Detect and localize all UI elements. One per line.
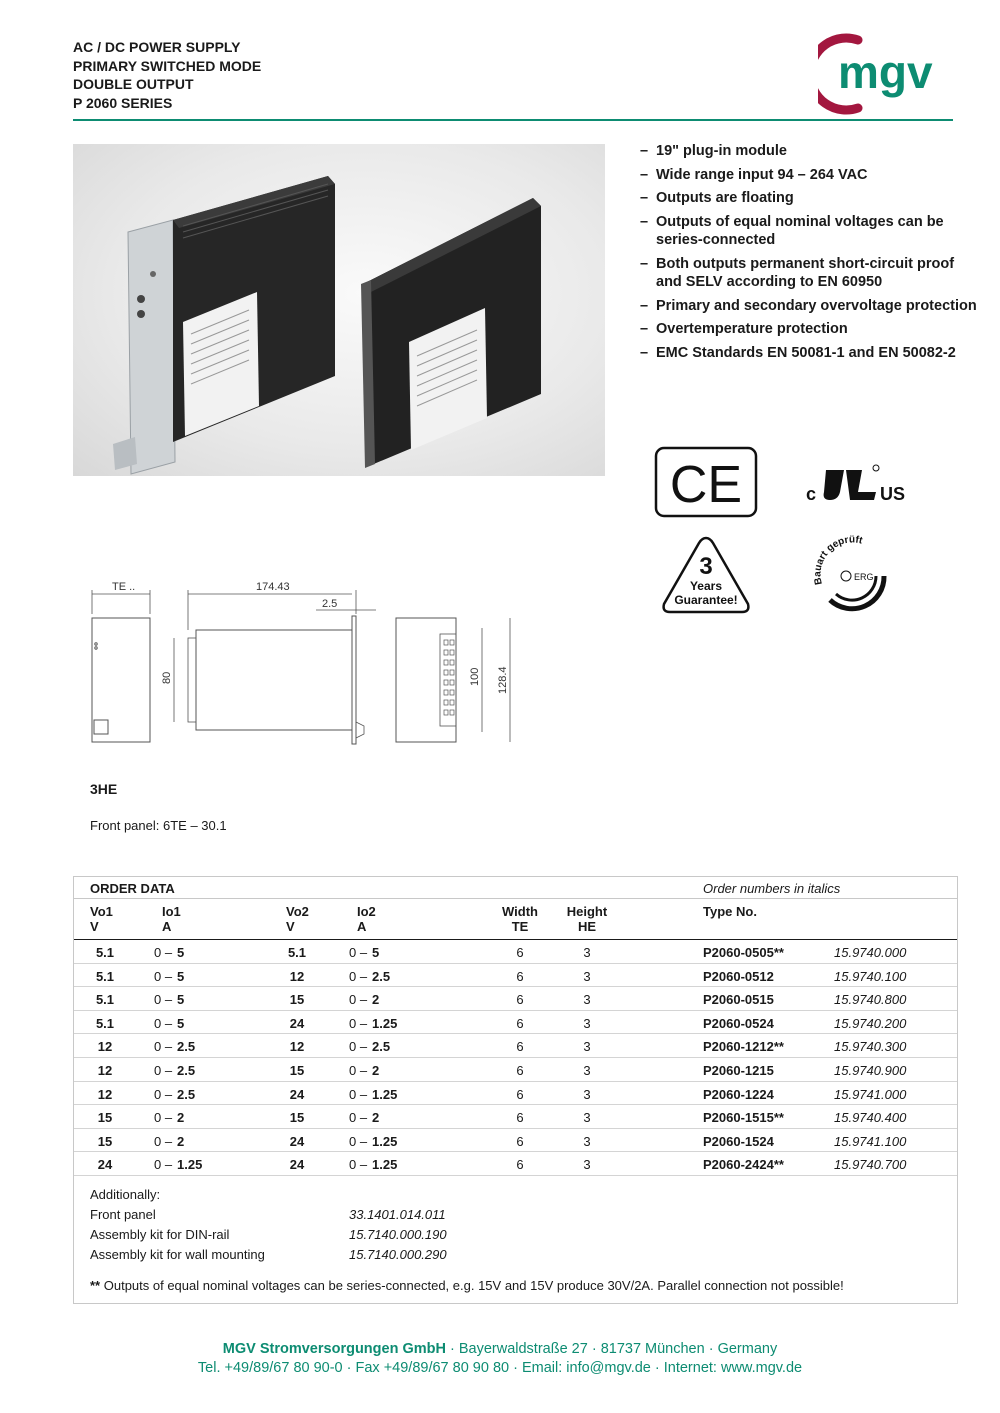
feature-item: – EMC Standards EN 50081-1 and EN 50082-2 <box>640 344 980 363</box>
cell-io2: 2.5 <box>372 968 391 984</box>
cell-he: 3 <box>583 1110 591 1126</box>
cell-io2: 1.25 <box>372 1086 398 1102</box>
te-dimension-label: TE .. <box>112 581 136 593</box>
inner-height-label: 80 <box>161 671 173 684</box>
depth-dimension-label: 174.43 <box>256 581 290 593</box>
cell-type: P2060-0505** <box>703 945 784 960</box>
feature-item: – Primary and secondary overvoltage protection <box>640 297 980 316</box>
feature-item: – Outputs of equal nominal voltages can be series-connected <box>640 213 980 250</box>
col-header-unit: A <box>162 919 172 934</box>
table-row <box>74 964 957 988</box>
cell-order: 15.9740.800 <box>834 992 907 1008</box>
cell-io1-pre: 0 – <box>154 1110 173 1126</box>
accessory-name: Front panel <box>90 1207 156 1222</box>
cell-he: 3 <box>583 1086 591 1102</box>
feature-item: – Overtemperature protection <box>640 320 980 339</box>
cell-te: 6 <box>516 992 524 1008</box>
cell-type: P2060-1524 <box>703 1133 774 1149</box>
title-line-3: DOUBLE OUTPUT <box>73 76 194 92</box>
cell-te: 6 <box>516 1039 524 1055</box>
cell-te: 6 <box>516 1086 524 1102</box>
col-header-label: Height <box>566 904 608 919</box>
accessory-row <box>90 1207 690 1222</box>
feature-item: – 19" plug-in module <box>640 142 980 161</box>
table-row <box>74 1058 957 1082</box>
cell-type: P2060-1515** <box>703 1110 784 1126</box>
col-header-unit: HE <box>577 919 597 934</box>
cell-io1-pre: 0 – <box>154 1063 173 1078</box>
cell-type: P2060-0524 <box>703 1015 774 1031</box>
cell-io1-pre: 0 – <box>154 1157 173 1173</box>
cell-vo1: 24 <box>97 1157 113 1173</box>
cell-io1: 2 <box>177 1133 185 1149</box>
cell-he: 3 <box>583 968 591 984</box>
cell-io2: 2 <box>372 1063 380 1078</box>
cell-he: 3 <box>583 945 591 960</box>
order-numbers-note: Order numbers in italics <box>703 881 841 896</box>
cell-io2-pre: 0 – <box>349 1157 368 1173</box>
logo-text: mgv <box>838 46 933 98</box>
cell-io1: 1.25 <box>177 1157 203 1173</box>
table-row <box>74 940 957 964</box>
cell-io1: 5 <box>177 992 185 1008</box>
table-row <box>74 1011 957 1035</box>
outer-height-label: 128.4 <box>497 666 509 694</box>
feature-item: – Wide range input 94 – 264 VAC <box>640 166 980 185</box>
accessory-number: 15.7140.000.190 <box>349 1227 447 1242</box>
cell-vo1: 5.1 <box>95 968 115 984</box>
cell-type: P2060-1224 <box>703 1086 774 1102</box>
cell-order: 15.9740.200 <box>834 1015 907 1031</box>
col-header-unit: V <box>286 919 295 934</box>
accessory-name: Assembly kit for wall mounting <box>90 1247 265 1262</box>
cell-he: 3 <box>583 1039 591 1055</box>
col-header-height <box>560 904 614 934</box>
guarantee-badge-icon <box>660 534 752 616</box>
accessory-number: 15.7140.000.290 <box>349 1247 447 1262</box>
col-header-unit: TE <box>511 919 529 934</box>
cell-order: 15.9740.400 <box>834 1110 907 1126</box>
cell-he: 3 <box>583 1157 591 1173</box>
bauart-text: Bauart geprüft <box>812 534 864 586</box>
footer-address-line <box>0 1340 1000 1359</box>
cell-order: 15.9740.300 <box>834 1039 907 1055</box>
cell-vo2: 5.1 <box>287 945 307 960</box>
document-title <box>73 38 261 112</box>
cell-io1-pre: 0 – <box>154 945 173 960</box>
order-data-table <box>73 876 958 1304</box>
cell-order: 15.9740.100 <box>834 968 907 984</box>
size-label: 3HE <box>90 781 118 797</box>
ce-mark-icon <box>654 446 758 518</box>
footnote-mark: ** <box>90 1278 101 1293</box>
cell-io2: 2 <box>372 1110 380 1126</box>
cell-io1-pre: 0 – <box>154 968 173 984</box>
feature-list <box>640 142 980 367</box>
col-header-width <box>494 904 546 934</box>
col-header-label: Width <box>502 904 538 919</box>
cell-vo2: 24 <box>289 1157 305 1173</box>
cell-vo2: 15 <box>289 992 305 1008</box>
accessory-name: Assembly kit for DIN-rail <box>90 1227 230 1242</box>
cell-type: P2060-2424** <box>703 1157 784 1173</box>
guarantee-number: 3 <box>699 553 713 580</box>
cell-he: 3 <box>583 1133 591 1149</box>
table-row <box>74 1082 957 1106</box>
cell-io1-pre: 0 – <box>154 1015 173 1031</box>
cell-io1-pre: 0 – <box>154 1086 173 1102</box>
cell-vo1: 12 <box>97 1039 113 1055</box>
col-header-label: Io1 <box>162 904 181 919</box>
cell-io2-pre: 0 – <box>349 968 368 984</box>
cell-vo2: 24 <box>289 1086 305 1102</box>
erg-text: ERG <box>854 572 874 582</box>
cell-type: P2060-1212** <box>703 1039 784 1055</box>
cell-io2: 1.25 <box>372 1015 398 1031</box>
cell-te: 6 <box>516 968 524 984</box>
order-data-header <box>74 877 957 899</box>
feature-item: – Both outputs permanent short-circuit proof and SELV according to EN 60950 <box>640 255 980 292</box>
cell-te: 6 <box>516 1110 524 1126</box>
footer-address: · Bayerwaldstraße 27 · 81737 München · Germany <box>445 1341 778 1357</box>
cell-te: 6 <box>516 1063 524 1078</box>
cell-type: P2060-0515 <box>703 992 774 1008</box>
cell-vo2: 12 <box>289 968 305 984</box>
cell-order: 15.9740.700 <box>834 1157 907 1173</box>
cell-io1-pre: 0 – <box>154 1133 173 1149</box>
cell-io2: 2.5 <box>372 1039 391 1055</box>
footer-company: MGV Stromversorgungen GmbH <box>222 1341 446 1357</box>
title-line-2: PRIMARY SWITCHED MODE <box>73 57 262 74</box>
ul-us-text: US <box>880 484 906 504</box>
accessory-row <box>90 1227 690 1242</box>
cell-vo1: 15 <box>97 1133 113 1149</box>
cell-te: 6 <box>516 1133 524 1149</box>
cell-vo1: 12 <box>97 1063 113 1078</box>
cell-vo1: 5.1 <box>95 945 115 960</box>
bauart-geprueft-icon <box>810 534 894 618</box>
table-row <box>74 987 957 1011</box>
footnote-text: Outputs of equal nominal voltages can be series-connected, e.g. 15V and 15V produce 30V/2A. Parallel connection not possible! <box>100 1278 844 1293</box>
cell-io1-pre: 0 – <box>154 992 173 1008</box>
cell-te: 6 <box>516 1015 524 1031</box>
cell-io2: 2 <box>372 992 380 1008</box>
mgv-logo <box>818 28 958 116</box>
cell-io2-pre: 0 – <box>349 1063 368 1078</box>
col-header-unit: V <box>90 919 99 934</box>
table-row <box>74 1034 957 1058</box>
cell-he: 3 <box>583 992 591 1008</box>
cell-io1: 2.5 <box>177 1039 196 1055</box>
cell-order: 15.9741.000 <box>834 1086 907 1102</box>
cell-te: 6 <box>516 945 524 960</box>
cell-vo1: 15 <box>97 1110 113 1126</box>
ul-c-text: c <box>806 484 817 504</box>
col-header-io1 <box>162 904 181 934</box>
table-row <box>74 1152 957 1176</box>
cell-io2: 1.25 <box>372 1157 398 1173</box>
cell-vo2: 24 <box>289 1133 305 1149</box>
col-header-vo2 <box>286 904 309 934</box>
col-header-label: Vo2 <box>286 904 309 919</box>
col-header-label: Type No. <box>703 904 757 919</box>
cell-te: 6 <box>516 1157 524 1173</box>
cell-io2-pre: 0 – <box>349 1086 368 1102</box>
cell-io2-pre: 0 – <box>349 1110 368 1126</box>
footer-contact: Tel. +49/89/67 80 90-0 · Fax +49/89/67 80 90 80 · Email: info@mgv.de · Internet: www.mgv.de <box>197 1360 803 1376</box>
cell-io1: 2 <box>177 1110 185 1126</box>
cell-vo1: 5.1 <box>95 1015 115 1031</box>
dimension-drawing <box>86 576 526 748</box>
cell-io2-pre: 0 – <box>349 1015 368 1031</box>
offset-dimension-label: 2.5 <box>322 598 338 610</box>
feature-item: – Outputs are floating <box>640 189 980 208</box>
cell-vo2: 24 <box>289 1015 305 1031</box>
cell-vo2: 12 <box>289 1039 305 1055</box>
guarantee-years: Years <box>689 579 723 593</box>
col-header-vo1 <box>90 904 113 934</box>
cell-he: 3 <box>583 1015 591 1031</box>
footer <box>0 1340 1000 1378</box>
ul-mark-icon <box>804 462 908 506</box>
cell-order: 15.9740.000 <box>834 945 907 960</box>
cell-order: 15.9740.900 <box>834 1063 907 1078</box>
cell-type: P2060-1215 <box>703 1063 774 1078</box>
cell-io2-pre: 0 – <box>349 992 368 1008</box>
accessory-row <box>90 1247 690 1262</box>
cell-vo1: 12 <box>97 1086 113 1102</box>
cell-io1-pre: 0 – <box>154 1039 173 1055</box>
cell-vo2: 15 <box>289 1063 305 1078</box>
cell-vo1: 5.1 <box>95 992 115 1008</box>
cell-io1: 5 <box>177 968 185 984</box>
additionally-title: Additionally: <box>90 1187 161 1202</box>
title-line-1: AC / DC POWER SUPPLY <box>73 39 241 55</box>
cell-he: 3 <box>583 1063 591 1078</box>
table-row <box>74 1105 957 1129</box>
front-panel-spec: Front panel: 6TE – 30.1 <box>90 818 227 833</box>
cell-io1: 5 <box>177 945 185 960</box>
cell-io2-pre: 0 – <box>349 1039 368 1055</box>
accessory-number: 33.1401.014.011 <box>349 1207 446 1222</box>
order-data-title: ORDER DATA <box>90 881 175 896</box>
cell-io2: 1.25 <box>372 1133 398 1149</box>
cell-vo2: 15 <box>289 1110 305 1126</box>
col-header-io2 <box>357 904 376 934</box>
col-header-unit: A <box>357 919 367 934</box>
cell-io2: 5 <box>372 945 380 960</box>
cell-io1: 2.5 <box>177 1086 196 1102</box>
header-divider <box>73 119 953 121</box>
guarantee-text: Guarantee! <box>674 593 738 607</box>
cell-io2-pre: 0 – <box>349 945 368 960</box>
title-line-4: P 2060 SERIES <box>73 94 173 111</box>
col-header-label: Vo1 <box>90 904 113 919</box>
ce-text: CE <box>669 456 743 514</box>
mid-height-label: 100 <box>469 667 481 686</box>
cell-type: P2060-0512 <box>703 968 774 984</box>
table-row <box>74 1129 957 1153</box>
cell-order: 15.9741.100 <box>834 1133 907 1149</box>
cell-io1: 2.5 <box>177 1063 196 1078</box>
cell-io2-pre: 0 – <box>349 1133 368 1149</box>
col-header-label: Io2 <box>357 904 376 919</box>
cell-io1: 5 <box>177 1015 185 1031</box>
footnote <box>90 1278 844 1293</box>
col-header-type <box>703 904 757 919</box>
product-photo <box>73 144 605 476</box>
